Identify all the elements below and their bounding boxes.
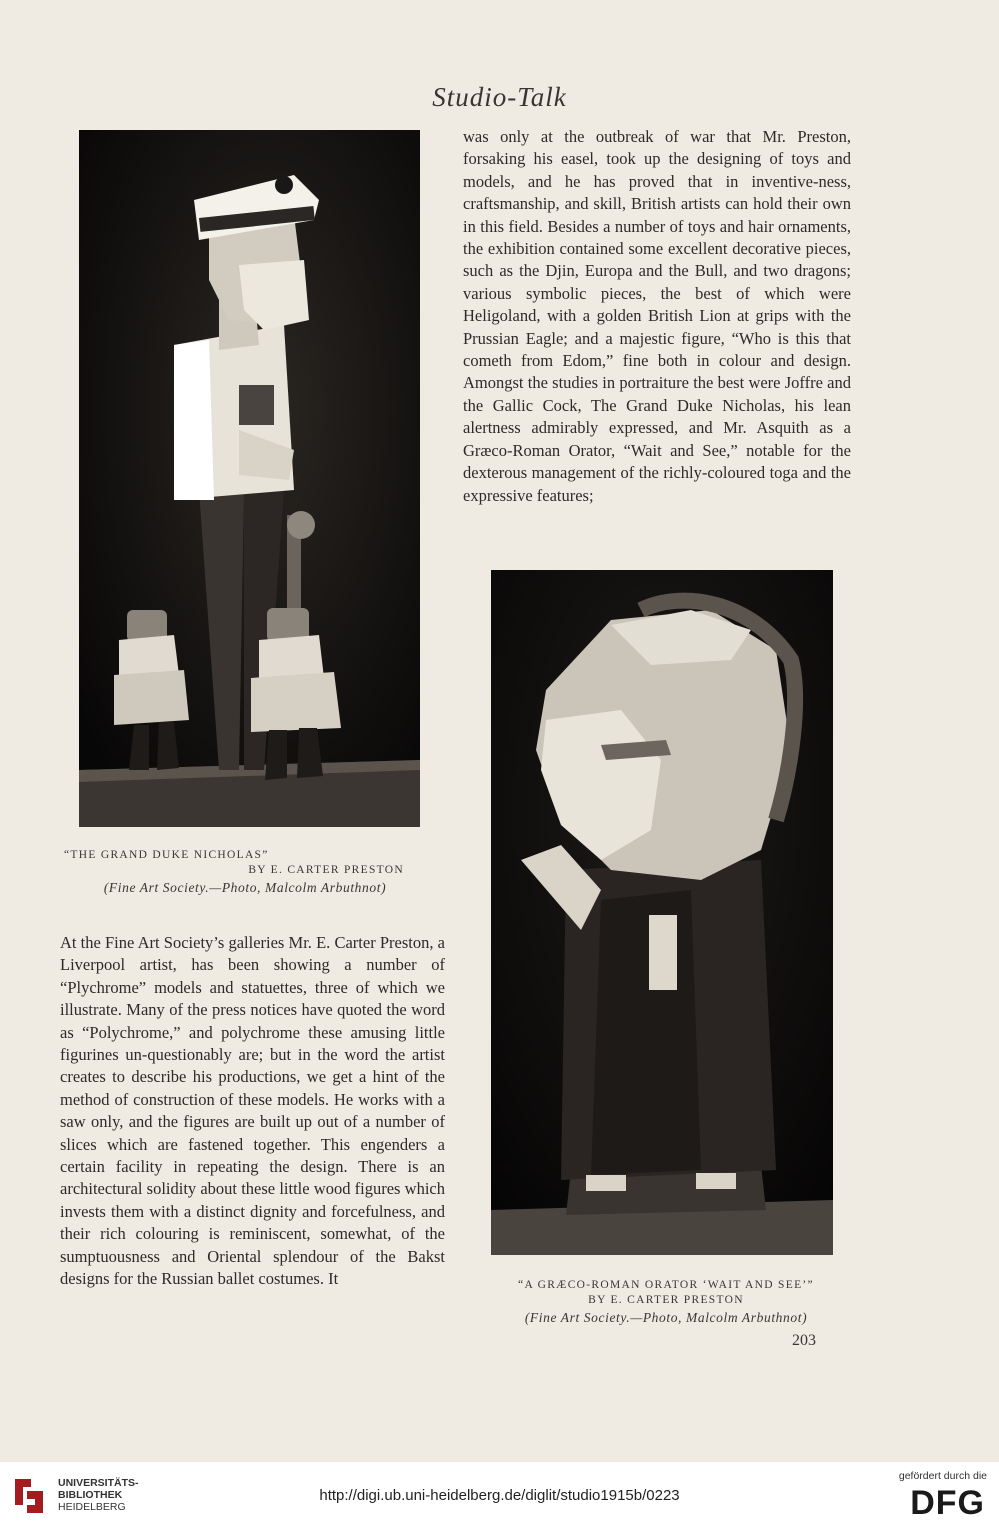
- library-name-line: BIBLIOTHEK: [58, 1489, 123, 1501]
- library-name-line: HEIDELBERG: [58, 1501, 126, 1513]
- body-text-left-column: [60, 932, 445, 1291]
- caption-orator: [472, 1278, 860, 1325]
- paragraph: At the Fine Art Society’s galleries Mr. E. Carter Preston, a Liverpool artist, has been showing a number of “Plychrome” models and statuettes, three of which we illustrate. Many of the press notices have quoted the word as “Polychrome,” and polychrome these amusing little figurines un-questionably are; but in the word the artist creates to describe his productions, we get a hint of the method of construction of these models. He works with a saw only, and the figures are built up out of a number of slices which are fastened together. This engenders a certain facility in repeating the design. There is an architectural solidity about these little wood figures which invests them with a distinct dignity and forcefulness, and their rich colouring is reminiscent, somewhat, of the sumptuousness and Oriental splendour of the Bakst designs for the Russian ballet costumes. It: [60, 933, 445, 1289]
- caption-title: “THE GRAND DUKE NICHOLAS”: [64, 849, 269, 861]
- caption-credit: (Fine Art Society.—Photo, Malcolm Arbuthnot): [103, 880, 387, 895]
- paragraph: was only at the outbreak of war that Mr. Preston, forsaking his easel, took up the designing of toys and models, and he has proved that in inventive-ness, craftsmanship, and skill, British artists can hold their own in this field. Besides a number of toys and hair ornaments, the exhibition contained some excellent decorative pieces, such as the Djin, Europa and the Bull, and two dragons; various symbolic pieces, the best of which were Heligoland, with a golden British Lion at grips with the Prussian Eagle; and a majestic figure, “Who is this that cometh from Edom,” fine both in colour and design. Amongst the studies in portraiture the best were Joffre and the Gallic Cock, The Grand Duke Nicholas, his lean alertness admirably expressed, and Mr. Asquith as a Græco-Roman Orator, “Wait and See,” notable for the dexterous management of the richly-coloured toga and the expressive features;: [463, 127, 851, 505]
- dfg-logo: DFG: [910, 1484, 985, 1522]
- caption-title: “A GRÆCO-ROMAN ORATOR ‘WAIT AND SEE’”: [518, 1279, 814, 1291]
- page-number: 203: [792, 1332, 816, 1349]
- caption-credit: (Fine Art Society.—Photo, Malcolm Arbuthnot): [524, 1310, 808, 1325]
- photo-grand-duke-nicholas: [79, 130, 420, 827]
- funded-by-label: gefördert durch die: [898, 1470, 987, 1482]
- library-name-line: UNIVERSITÄTS-: [58, 1477, 139, 1489]
- caption-byline: BY E. CARTER PRESTON: [588, 1294, 744, 1306]
- source-url-link[interactable]: http://digi.ub.uni-heidelberg.de/diglit/studio1915b/0223: [319, 1487, 680, 1504]
- photo-graeco-roman-orator: [491, 570, 833, 1255]
- running-head: Studio-Talk: [432, 82, 567, 112]
- caption-byline: BY E. CARTER PRESTON: [248, 864, 404, 876]
- caption-grand-duke: [60, 848, 430, 895]
- digitization-footer: [0, 1462, 999, 1533]
- body-text-right-column: [463, 126, 851, 507]
